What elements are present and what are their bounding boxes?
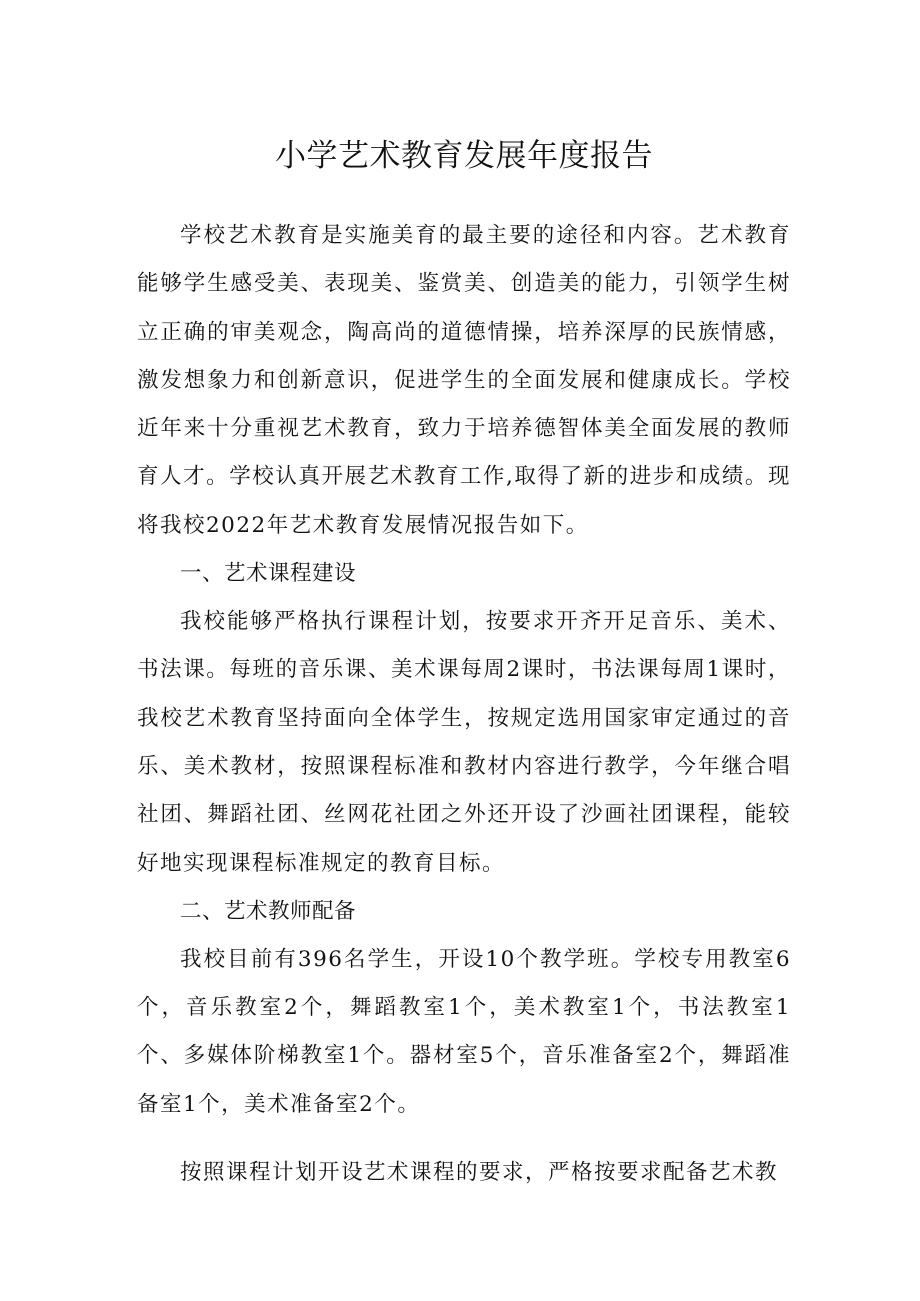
paragraph-gap — [137, 1129, 791, 1149]
document-title: 小学艺术教育发展年度报告 — [275, 138, 653, 174]
document-content — [137, 126, 791, 1197]
teachers-paragraph-continued: 按照课程计划开设艺术课程的要求，严格按要求配备艺术教 — [180, 1160, 779, 1186]
teachers-paragraph: 我校目前有396名学生，开设10个教学班。学校专用教室6个，音乐教室2个，舞蹈教室1个，美术教室1个，书法教室1个、多媒体阶梯教室1个。器材室5个，音乐准备室2个，舞蹈准备室1个，美术准备室2个。 — [137, 946, 791, 1117]
intro-paragraph: 学校艺术教育是实施美育的最主要的途径和内容。艺术教育能够学生感受美、表现美、鉴赏美、创造美的能力，引领学生树立正确的审美观念，陶高尚的道德情操，培养深厚的民族情感，激发想象力和创新意识，促进学生的全面发展和健康成长。学校近年来十分重视艺术教育，致力于培养德智体美全面发展的教师育人才。学校认真开展艺术教育工作,取得了新的进步和成绩。现将我校2022年艺术教育发展情况报告如下。 — [137, 223, 791, 538]
section-heading-curriculum: 一、艺术课程建设 — [180, 561, 357, 587]
section-heading-teachers: 二、艺术教师配备 — [180, 898, 357, 924]
curriculum-paragraph: 我校能够严格执行课程计划，按要求开齐开足音乐、美术、书法课。每班的音乐课、美术课每周2课时，书法课每周1课时，我校艺术教育坚持面向全体学生，按规定选用国家审定通过的音乐、美术教材，按照课程标准和教材内容进行教学，今年继合唱社团、舞蹈社团、丝网花社团之外还开设了沙画社团课程，能较好地实现课程标准规定的教育目标。 — [137, 609, 791, 876]
